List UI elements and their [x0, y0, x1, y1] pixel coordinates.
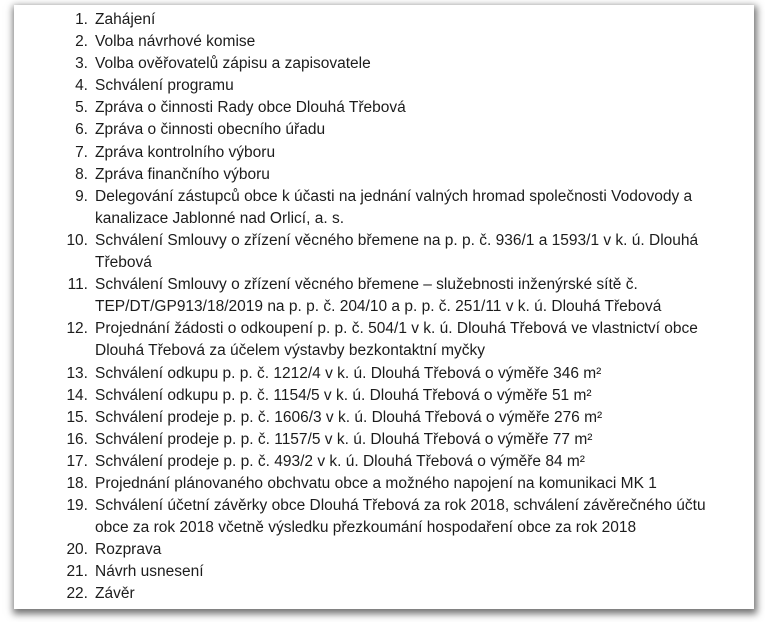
agenda-item-text: Schválení účetní závěrky obce Dlouhá Třebová za rok 2018, schválení závěrečného účtu obce za rok 2018 včetně výsledku přezkoumání hospodaření obce za rok 2018 — [95, 497, 706, 537]
agenda-item-number: 6. — [75, 121, 88, 139]
agenda-item — [14, 407, 754, 429]
agenda-item-number: 17. — [66, 452, 88, 470]
agenda-item-text: Projednání plánovaného obchvatu obce a možného napojení na komunikaci MK 1 — [95, 474, 657, 492]
agenda-item-number: 1. — [75, 11, 88, 28]
agenda-item-text: Volba ověřovatelů zápisu a zapisovatele — [95, 55, 371, 73]
agenda-item — [14, 495, 754, 539]
agenda-item-text: Volba návrhové komise — [95, 33, 256, 51]
agenda-item — [14, 142, 754, 164]
agenda-item — [14, 363, 754, 385]
agenda-item-number: 19. — [66, 497, 88, 515]
agenda-item-number: 10. — [66, 231, 88, 249]
agenda-item-number: 11. — [67, 276, 88, 294]
agenda-item-number: 12. — [66, 320, 88, 338]
agenda-item-text: Schválení Smlouvy o zřízení věcného břemene na p. p. č. 936/1 a 1593/1 v k. ú. Dlouhá Třebová — [95, 231, 699, 272]
agenda-item-text: Schválení programu — [95, 77, 234, 95]
agenda-item — [14, 561, 754, 583]
agenda-item-text: Zpráva o činnosti Rady obce Dlouhá Třebová — [95, 99, 406, 117]
agenda-item — [14, 75, 754, 97]
agenda-item-text: Projednání žádosti o odkoupení p. p. č. 504/1 v k. ú. Dlouhá Třebová ve vlastnictví obce Dlouhá Třebová za účelem výstavby bezkontaktní myčky — [95, 320, 698, 360]
agenda-item-number: 22. — [66, 585, 88, 603]
agenda-item-text: Delegování zástupců obce k účasti na jednání valných hromad společnosti Vodovody a kanalizace Jablonné nad Orlicí, a. s. — [95, 187, 693, 227]
agenda-item-number: 14. — [66, 386, 88, 404]
agenda-list — [14, 9, 754, 606]
agenda-item — [14, 318, 754, 362]
agenda-item-text: Schválení prodeje p. p. č. 1157/5 v k. ú. Dlouhá Třebová o výměře 77 m² — [95, 430, 593, 448]
agenda-item-number: 5. — [75, 99, 88, 117]
agenda-item — [14, 164, 754, 186]
agenda-item-number: 4. — [75, 77, 88, 95]
agenda-item — [14, 274, 754, 318]
agenda-item-text: Schválení prodeje p. p. č. 493/2 v k. ú. Dlouhá Třebová o výměře 84 m² — [95, 452, 585, 470]
agenda-item-number: 21. — [66, 563, 88, 581]
agenda-item — [14, 9, 754, 31]
agenda-item-number: 16. — [66, 430, 88, 448]
agenda-item-number: 20. — [66, 541, 88, 559]
agenda-item-text: Zpráva finančního výboru — [95, 165, 270, 183]
document-page — [14, 5, 754, 609]
agenda-item-number: 8. — [75, 165, 88, 183]
agenda-item-text: Zahájení — [95, 11, 156, 28]
agenda-item-number: 7. — [75, 143, 88, 161]
agenda-item — [14, 186, 754, 230]
agenda-item-number: 3. — [75, 55, 88, 73]
agenda-item-number: 15. — [66, 408, 88, 426]
agenda-item — [14, 473, 754, 495]
agenda-item-number: 18. — [66, 474, 88, 492]
agenda-item-text: Schválení Smlouvy o zřízení věcného břemene – služebnosti inženýrské sítě č. TEP/DT/GP913/18/2019 na p. p. č. 204/10 a p. p. č. 251/11 v k. ú. Dlouhá Třebová — [95, 276, 662, 316]
agenda-item-number: 13. — [66, 364, 88, 382]
agenda-item — [14, 119, 754, 141]
agenda-item — [14, 429, 754, 451]
agenda-item-text: Návrh usnesení — [95, 563, 204, 581]
agenda-item-number: 2. — [75, 33, 88, 51]
agenda-item-text: Schválení prodeje p. p. č. 1606/3 v k. ú. Dlouhá Třebová o výměře 276 m² — [95, 408, 603, 426]
agenda-item — [14, 230, 754, 274]
agenda-item-text: Závěr — [95, 585, 135, 603]
agenda-item-text: Zpráva o činnosti obecního úřadu — [95, 121, 326, 139]
agenda-item — [14, 539, 754, 561]
agenda-item — [14, 53, 754, 75]
agenda-item — [14, 451, 754, 473]
agenda-item — [14, 97, 754, 119]
agenda-item-text: Schválení odkupu p. p. č. 1212/4 v k. ú. Dlouhá Třebová o výměře 346 m² — [95, 364, 602, 382]
agenda-item — [14, 583, 754, 605]
agenda-item — [14, 31, 754, 53]
agenda-item-text: Schválení odkupu p. p. č. 1154/5 v k. ú. Dlouhá Třebová o výměře 51 m² — [95, 386, 592, 404]
agenda-item — [14, 385, 754, 407]
agenda-item-text: Zpráva kontrolního výboru — [95, 143, 276, 161]
agenda-item-text: Rozprava — [95, 541, 162, 559]
agenda-item-number: 9. — [75, 187, 88, 205]
